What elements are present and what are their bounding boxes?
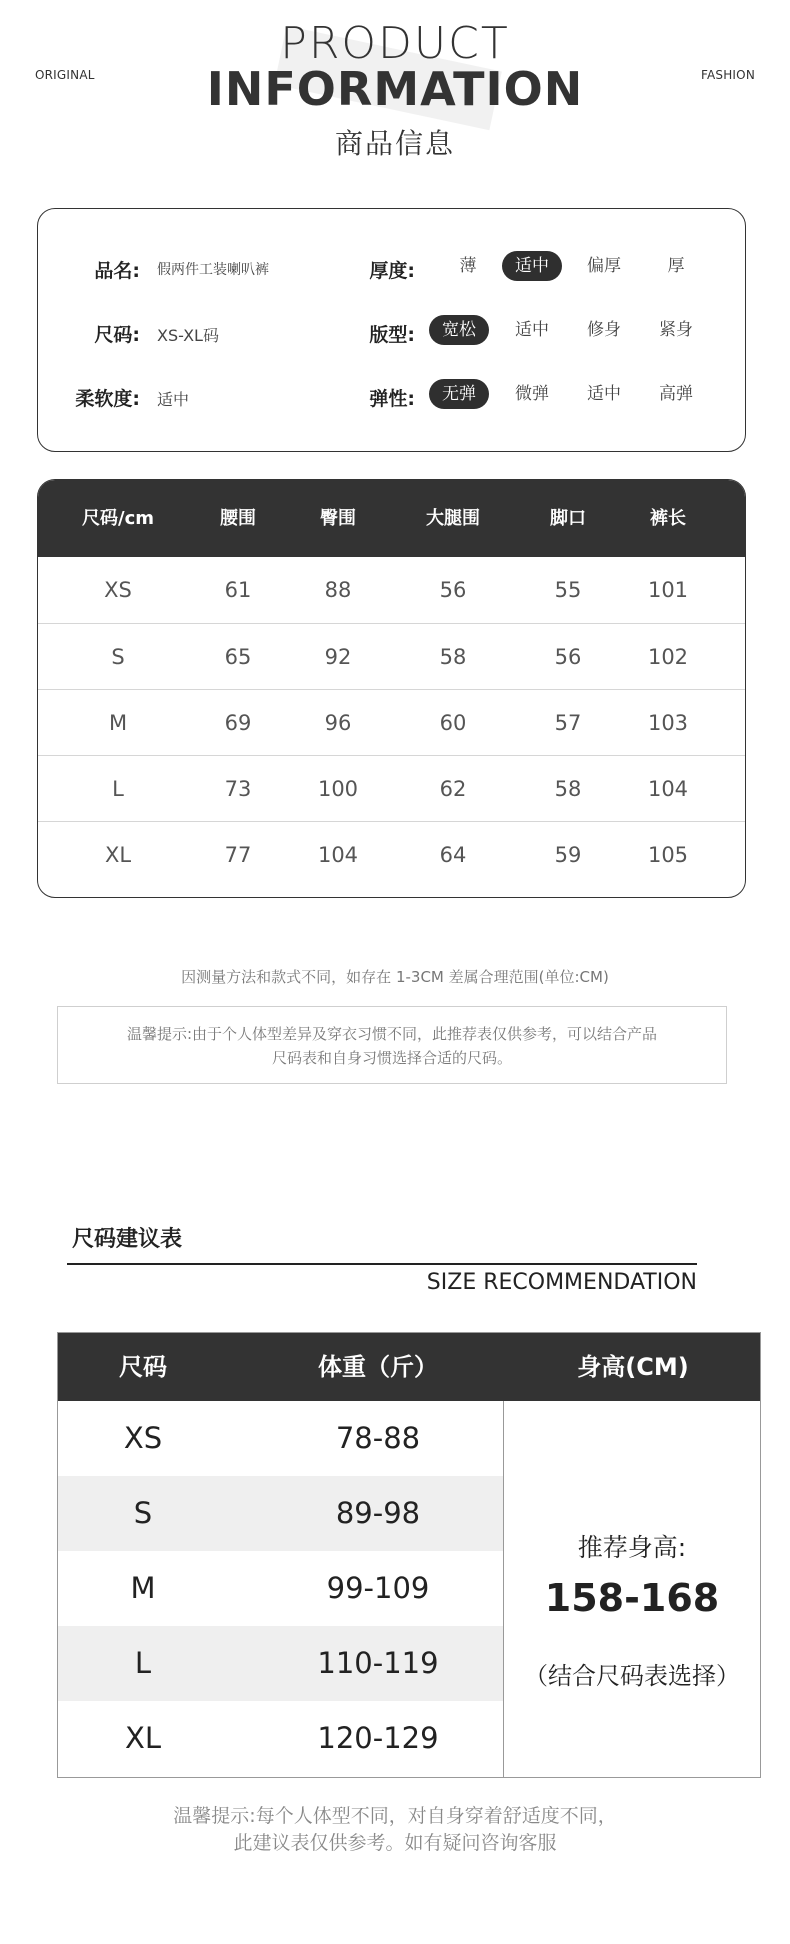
thickness-option-selected: 适中 bbox=[502, 251, 562, 281]
name-value: 假两件工装喇叭裤 bbox=[157, 262, 269, 278]
cell: 89-98 bbox=[335, 1496, 421, 1530]
footer-tip bbox=[0, 1803, 790, 1857]
divider bbox=[67, 1263, 697, 1265]
title-product: PRODUCT bbox=[280, 18, 510, 69]
elastic-option-selected: 无弹 bbox=[429, 379, 489, 409]
recommended-height-value: 158-168 bbox=[544, 1576, 720, 1620]
tip-line: 温馨提示:由于个人体型差异及穿衣习惯不同，此推荐表仅供参考，可以结合产品 bbox=[126, 1025, 658, 1043]
table-row bbox=[38, 623, 745, 690]
elastic-option: 适中 bbox=[587, 384, 621, 404]
fit-option: 紧身 bbox=[659, 320, 693, 340]
table-row bbox=[58, 1476, 503, 1551]
elastic-option: 高弹 bbox=[659, 384, 693, 404]
header-size: 尺码/cm bbox=[82, 508, 154, 529]
cell: 62 bbox=[439, 777, 467, 801]
cell: 58 bbox=[554, 777, 582, 801]
fit-option: 修身 bbox=[587, 320, 621, 340]
cell: S bbox=[111, 645, 125, 669]
cell: 88 bbox=[324, 578, 352, 602]
table-row bbox=[58, 1626, 503, 1701]
recommendation-title: 尺码建议表 bbox=[72, 1227, 183, 1252]
header-size: 尺码 bbox=[119, 1353, 167, 1381]
fashion-label: FASHION bbox=[700, 68, 755, 82]
table-row bbox=[58, 1701, 503, 1776]
cell: S bbox=[133, 1496, 153, 1530]
cell: XS bbox=[104, 578, 132, 602]
cell: 100 bbox=[317, 777, 359, 801]
cell: M bbox=[130, 1571, 156, 1605]
size-table bbox=[37, 479, 746, 898]
header-waist: 腰围 bbox=[220, 508, 256, 529]
thickness-label: 厚度: bbox=[369, 260, 415, 282]
cell: L bbox=[134, 1646, 152, 1680]
cell: 103 bbox=[647, 711, 689, 735]
cell: 65 bbox=[224, 645, 252, 669]
measurement-note: 因测量方法和款式不同，如存在 1-3CM 差属合理范围(单位:CM) bbox=[181, 968, 609, 986]
footer-line: 温馨提示:每个人体型不同，对自身穿着舒适度不同， bbox=[173, 1805, 617, 1827]
recommended-height-note: （结合尺码表选择） bbox=[524, 1662, 740, 1690]
softness-label: 柔软度: bbox=[75, 388, 140, 410]
title-cn: 商品信息 bbox=[334, 127, 455, 160]
footer-line: 此建议表仅供参考。如有疑问咨询客服 bbox=[233, 1832, 557, 1854]
table-row bbox=[38, 755, 745, 822]
cell: 59 bbox=[554, 843, 582, 867]
table-row bbox=[38, 557, 745, 623]
cell: 99-109 bbox=[326, 1571, 430, 1605]
cell: XL bbox=[104, 843, 132, 867]
cell: M bbox=[108, 711, 128, 735]
elastic-label: 弹性: bbox=[369, 388, 415, 410]
table-row bbox=[38, 689, 745, 756]
recommended-height-label: 推荐身高: bbox=[577, 1533, 687, 1562]
cell: 105 bbox=[647, 843, 689, 867]
cell: 64 bbox=[439, 843, 467, 867]
cell: 58 bbox=[439, 645, 467, 669]
fit-option-selected: 宽松 bbox=[429, 315, 489, 345]
cell: 92 bbox=[324, 645, 352, 669]
header-hem: 脚口 bbox=[550, 508, 586, 529]
table-row bbox=[58, 1401, 503, 1476]
cell: XL bbox=[124, 1721, 162, 1755]
header-height: 身高(CM) bbox=[577, 1353, 689, 1381]
thickness-option: 偏厚 bbox=[587, 256, 621, 276]
tip-text bbox=[72, 1022, 712, 1070]
table-row bbox=[58, 1551, 503, 1626]
cell: 56 bbox=[439, 578, 467, 602]
cell: 78-88 bbox=[335, 1421, 421, 1455]
thickness-option: 薄 bbox=[459, 256, 477, 276]
header-thigh: 大腿围 bbox=[426, 508, 480, 529]
tip-line: 尺码表和自身习惯选择合适的尺码。 bbox=[271, 1049, 512, 1067]
recommendation-subtitle: SIZE RECOMMENDATION bbox=[426, 1270, 697, 1295]
name-label: 品名: bbox=[94, 260, 140, 282]
cell: 77 bbox=[224, 843, 252, 867]
header-weight: 体重（斤） bbox=[318, 1353, 438, 1381]
cell: 102 bbox=[647, 645, 689, 669]
cell: 101 bbox=[647, 578, 689, 602]
cell: XS bbox=[123, 1421, 163, 1455]
cell: 69 bbox=[224, 711, 252, 735]
title-information: INFORMATION bbox=[206, 62, 584, 116]
original-label: ORIGINAL bbox=[35, 68, 95, 82]
cell: 61 bbox=[224, 578, 252, 602]
thickness-option: 厚 bbox=[667, 256, 685, 276]
cell: 104 bbox=[647, 777, 689, 801]
cell: 96 bbox=[324, 711, 352, 735]
cell: 57 bbox=[554, 711, 582, 735]
recommendation-header bbox=[58, 1333, 760, 1401]
cell: L bbox=[112, 777, 124, 801]
cell: 55 bbox=[554, 578, 582, 602]
elastic-option: 微弹 bbox=[515, 384, 549, 404]
header-hip: 臀围 bbox=[320, 508, 356, 529]
fit-label: 版型: bbox=[369, 324, 415, 346]
size-label: 尺码: bbox=[94, 324, 140, 346]
softness-value: 适中 bbox=[157, 390, 190, 409]
table-row bbox=[38, 821, 745, 888]
header-length: 裤长 bbox=[650, 508, 686, 529]
cell: 104 bbox=[317, 843, 359, 867]
cell: 60 bbox=[439, 711, 467, 735]
cell: 110-119 bbox=[317, 1646, 439, 1680]
cell: 56 bbox=[554, 645, 582, 669]
size-table-header bbox=[38, 480, 745, 557]
cell: 73 bbox=[224, 777, 252, 801]
fit-option: 适中 bbox=[515, 320, 549, 340]
cell: 120-129 bbox=[317, 1721, 439, 1755]
size-value: XS-XL码 bbox=[157, 326, 219, 345]
